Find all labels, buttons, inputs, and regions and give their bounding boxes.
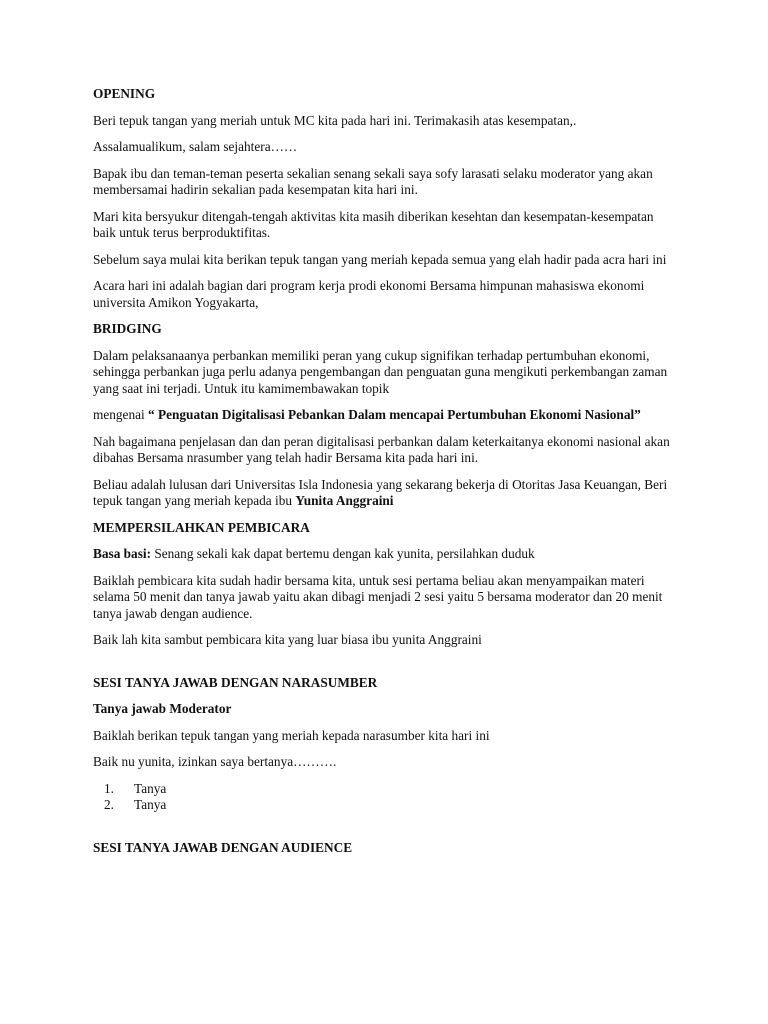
paragraph-topic (93, 407, 671, 424)
paragraph-introduction: Bapak ibu dan teman-teman peserta sekalian senang sekali saya sofy larasati selaku moderator yang akan membersamai hadirin sekalian pada kesempatan kita hari ini. (93, 165, 653, 197)
speaker-name: Yunita Anggraini (295, 493, 394, 508)
list-number: 2. (104, 797, 114, 812)
topic-prefix: mengenai (93, 407, 149, 422)
bridging-heading: BRIDGING (93, 321, 162, 336)
paragraph-speaker-bio (93, 477, 671, 510)
list-text: Tanya (134, 780, 167, 796)
list-item (93, 797, 671, 814)
paragraph-small-talk (93, 546, 671, 563)
paragraph-session-plan: Baiklah pembicara kita sudah hadir bersama kita, untuk sesi pertama beliau akan menyampaikan materi selama 50 menit dan tanya jawab yaitu akan dibagi menjadi 2 sesi yaitu 5 bersama moderator dan 20 menit tanya jawab dengan audience. (93, 572, 663, 621)
speaker-bio-text: Beliau adalah lulusan dari Universitas Isla Indonesia yang sekarang bekerja di Otoritas Jasa Keuangan, Beri tepuk tangan yang meriah kepada ibu (93, 476, 668, 508)
small-talk-text: Senang sekali kak dapat bertemu dengan kak yunita, persilahkan duduk (151, 546, 535, 561)
question-list (93, 781, 671, 814)
mempersilahkan-heading: MEMPERSILAHKAN PEMBICARA (93, 519, 310, 535)
opening-heading: OPENING (93, 86, 156, 101)
paragraph-greeting: Assalamualikum, salam sejahtera…… (93, 139, 298, 154)
paragraph-applause-speaker: Baiklah berikan tepuk tangan yang meriah kepada narasumber kita hari ini (93, 727, 490, 743)
paragraph-event-context: Acara hari ini adalah bagian dari program kerja prodi ekonomi Bersama himpunan mahasiswa ekonomi universita Amikon Yogyakarta, (93, 278, 645, 310)
list-item (93, 781, 671, 798)
list-number: 1. (104, 780, 114, 796)
paragraph-applause-mc: Beri tepuk tangan yang meriah untuk MC kita pada hari ini. Terimakasih atas kesempatan,. (93, 112, 577, 128)
sesi-audience-heading: SESI TANYA JAWAB DENGAN AUDIENCE (93, 839, 353, 855)
tanya-moderator-heading: Tanya jawab Moderator (93, 701, 232, 716)
paragraph-gratitude: Mari kita bersyukur ditengah-tengah aktivitas kita masih diberikan kesehtan dan kesempatan-kesempatan baik untuk terus berproduktifitas. (93, 208, 654, 240)
paragraph-banking-role: Dalam pelaksanaanya perbankan memiliki peran yang cukup signifikan terhadap pertumbuhan ekonomi, sehingga perbankan juga perlu adanya pengembangan dan penguatan guna mengikuti perkembangan zaman yang saat ini terjadi. Untuk itu kamimembawakan topik (93, 347, 668, 396)
paragraph-ask-question: Baik nu yunita, izinkan saya bertanya………. (93, 754, 337, 769)
topic-title: “ Penguatan Digitalisasi Pebankan Dalam mencapai Pertumbuhan Ekonomi Nasional” (148, 407, 641, 422)
paragraph-discussion: Nah bagaimana penjelasan dan dan peran digitalisasi perbankan dalam keterkaitanya ekonomi nasional akan dibahas Bersama nrasumber yang telah hadir Bersama kita pada hari ini. (93, 433, 670, 465)
list-text: Tanya (134, 797, 167, 812)
small-talk-label: Basa basi: (93, 546, 152, 561)
paragraph-welcome-speaker: Baik lah kita sambut pembicara kita yang luar biasa ibu yunita Anggraini (93, 632, 482, 647)
paragraph-applause-attendees: Sebelum saya mulai kita berikan tepuk tangan yang meriah kepada semua yang elah hadir pada acra hari ini (93, 251, 667, 267)
sesi-narasumber-heading: SESI TANYA JAWAB DENGAN NARASUMBER (93, 674, 378, 690)
document-page (93, 86, 671, 866)
